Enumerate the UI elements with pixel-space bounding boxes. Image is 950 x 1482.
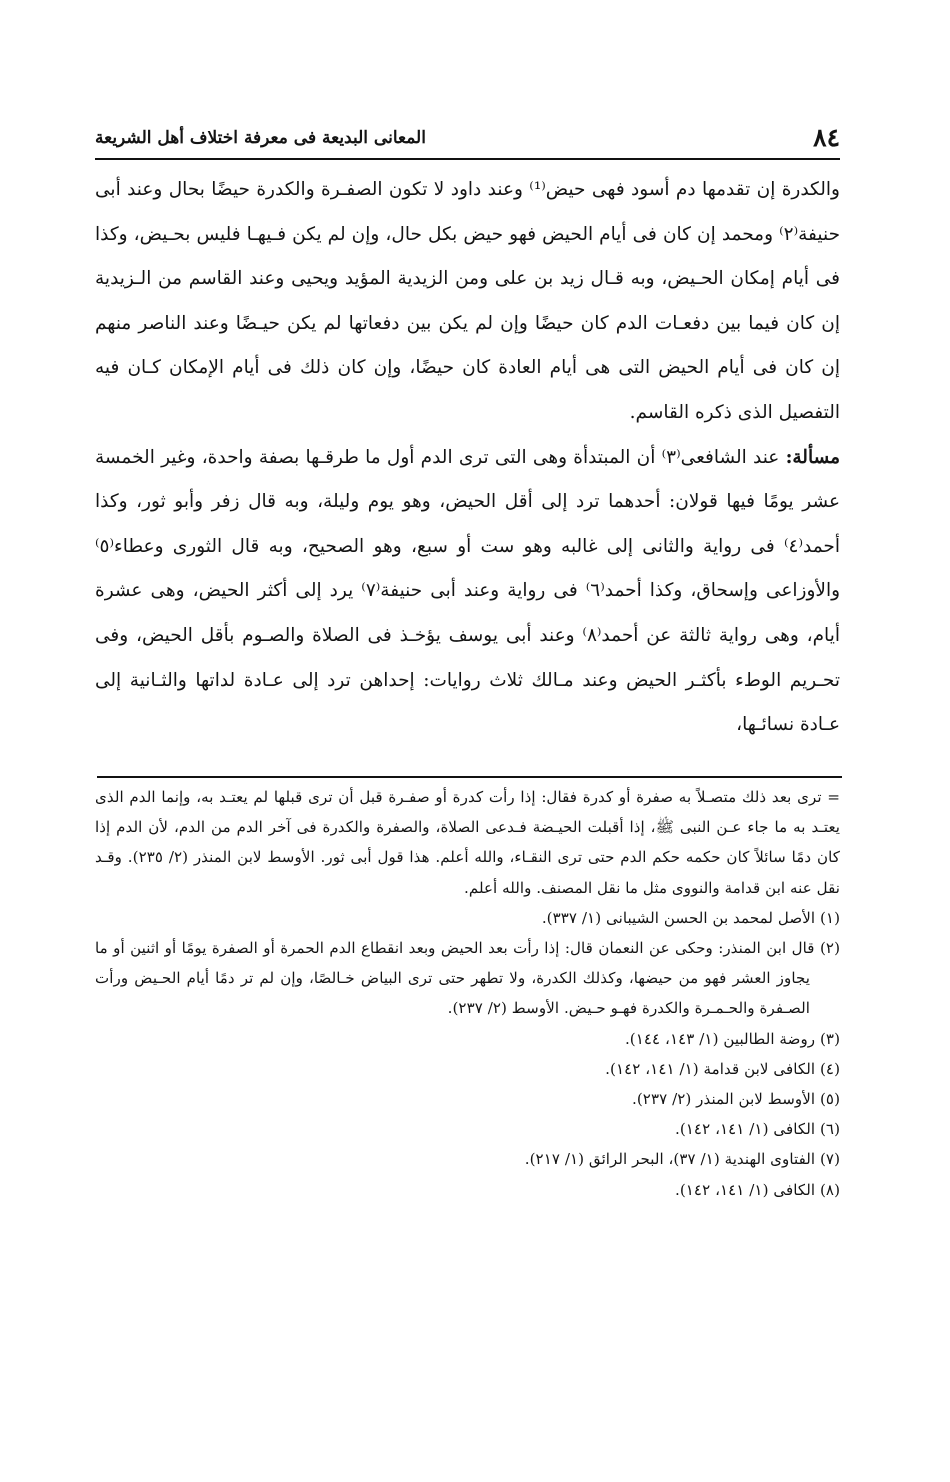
footnote-2: (٢) قال ابن المنذر: وحكى عن النعمان قال: إذا رأت بعد الحيض وبعد انقطاع الدم الحمرة أو الصفرة يومًا أو اثنين أو ما يجاوز العشر فهو من حيضها، وكذلك الكدرة، ولا تطهر حتى ترى البياض خـالصًا، وإن لم تر دمًا أيام الحـيض ورأت الصـفرة والحـمـرة والكدرة فهـو حـيض. الأوسط (٢/ ٢٣٧). [95,939,840,1018]
footnote-5: (٥) الأوسط لابن المنذر (٢/ ٢٣٧). [632,1090,840,1109]
footnote-8: (٨) الكافى (١/ ١٤١، ١٤٢). [675,1180,840,1199]
footnote-1: (١) الأصل لمحمد بن الحسن الشيبانى (١/ ٣٣٧). [541,908,840,927]
footnote-4: (٤) الكافى لابن قدامة (١/ ١٤١، ١٤٢). [605,1059,840,1078]
page-number: ٨٤ [813,123,840,152]
footnote-continuation: = ترى بعد ذلك متصـلاً به صفرة أو كدرة فقال: إذا رأت كدرة أو صفـرة قبل أن ترى قبلها لم يعتـد به، وإنما الدم الذى يعتـد به ما جاء عـن النبى ﷺ، إذا أقبلت الحيـضة فـدعى الصلاة، والصفرة والكدرة فى آخر الدم من الدم، لأن الدم إذا كان دمًا سائلاً كان حكمه حكم الدم حتى ترى النقـاء، والله أعلم. هذا قول أبى ثور. الأوسط لابن المنذر (٢/ ٢٣٥). وقـد نقل عنه ابن قدامة والنووى مثل ما نقل المصنف. والله أعلم. [95,788,840,897]
paragraph: والكدرة إن تقدمها دم أسود فهى حيض⁽¹⁾ وعند داود لا تكون الصفـرة والكدرة حيضًا بحال وعند أبى حنيفة⁽٢⁾ ومحمد إن كان فى أيام الحيض فهو حيض بكل حال، وإن لم يكن فـيهـا فليس بحـيض، وكذا فى أيام إمكان الحـيض، وبه قـال زيد بن على ومن الزيدية المؤيد ويحيى وعند القاسم من الـزيدية إن كان فيما بين دفعـات الدم كان حيضًا وإن لم يكن بين دفعاتها لم يكن حيـضًا وعند الناصر منهم إن كان فى أيام الحيض التى هى أيام العادة كان حيضًا، وإن كان ذلك فى أيام الإمكان كـان فيه التفصيل الذى ذكره القاسم. [95,179,840,423]
footnote-6: (٦) الكافى (١/ ١٤١، ١٤٢). [675,1120,840,1139]
page-header [95,118,840,160]
footnote-3: (٣) روضة الطالبين (١/ ١٤٣، ١٤٤). [624,1029,840,1048]
footnotes [95,782,840,1205]
footnote-7: (٧) الفتاوى الهندية (١/ ٣٧)، البحر الرائق (١/ ٢١٧). [524,1150,840,1169]
paragraph-masala [95,436,840,748]
masala-lead: مسألة: [785,446,840,468]
masala-text: عند الشافعى⁽٣⁾ أن المبتدأة وهى التى ترى الدم أول ما طرقـها بصفة واحدة، وغير الخمسة عشر يومًا فيها قولان: أحدهما ترد إلى أقل الحيض، وهو يوم وليلة، وبه قال زفر وأبو ثور، وكذا أحمد⁽٤⁾ فى رواية والثانى إلى غالبه وهو ست أو سبع، وهو الصحيح، وبه قال الثورى وعطاء⁽٥⁾ والأوزاعى وإسحاق، وكذا أحمد⁽٦⁾ فى رواية وعند أبى حنيفة⁽٧⁾ يرد إلى أكثر الحيض، وهى عشرة أيام، وهى رواية ثالثة عن أحمد⁽٨⁾ وعند أبى يوسف يؤخـذ فى الصلاة والصـوم بأقل الحيض، وفى تحـريم الوطء بأكثـر الحيض وعند مـالك ثلاث روايات: إحداهن ترد إلى عـادة لداتها والثـانية إلى عـادة نسائـها، [95,446,841,736]
footnote-separator [97,776,842,778]
main-text [95,168,840,748]
running-title: المعانى البديعة فى معرفة اختلاف أهل الشريعة [95,128,426,148]
